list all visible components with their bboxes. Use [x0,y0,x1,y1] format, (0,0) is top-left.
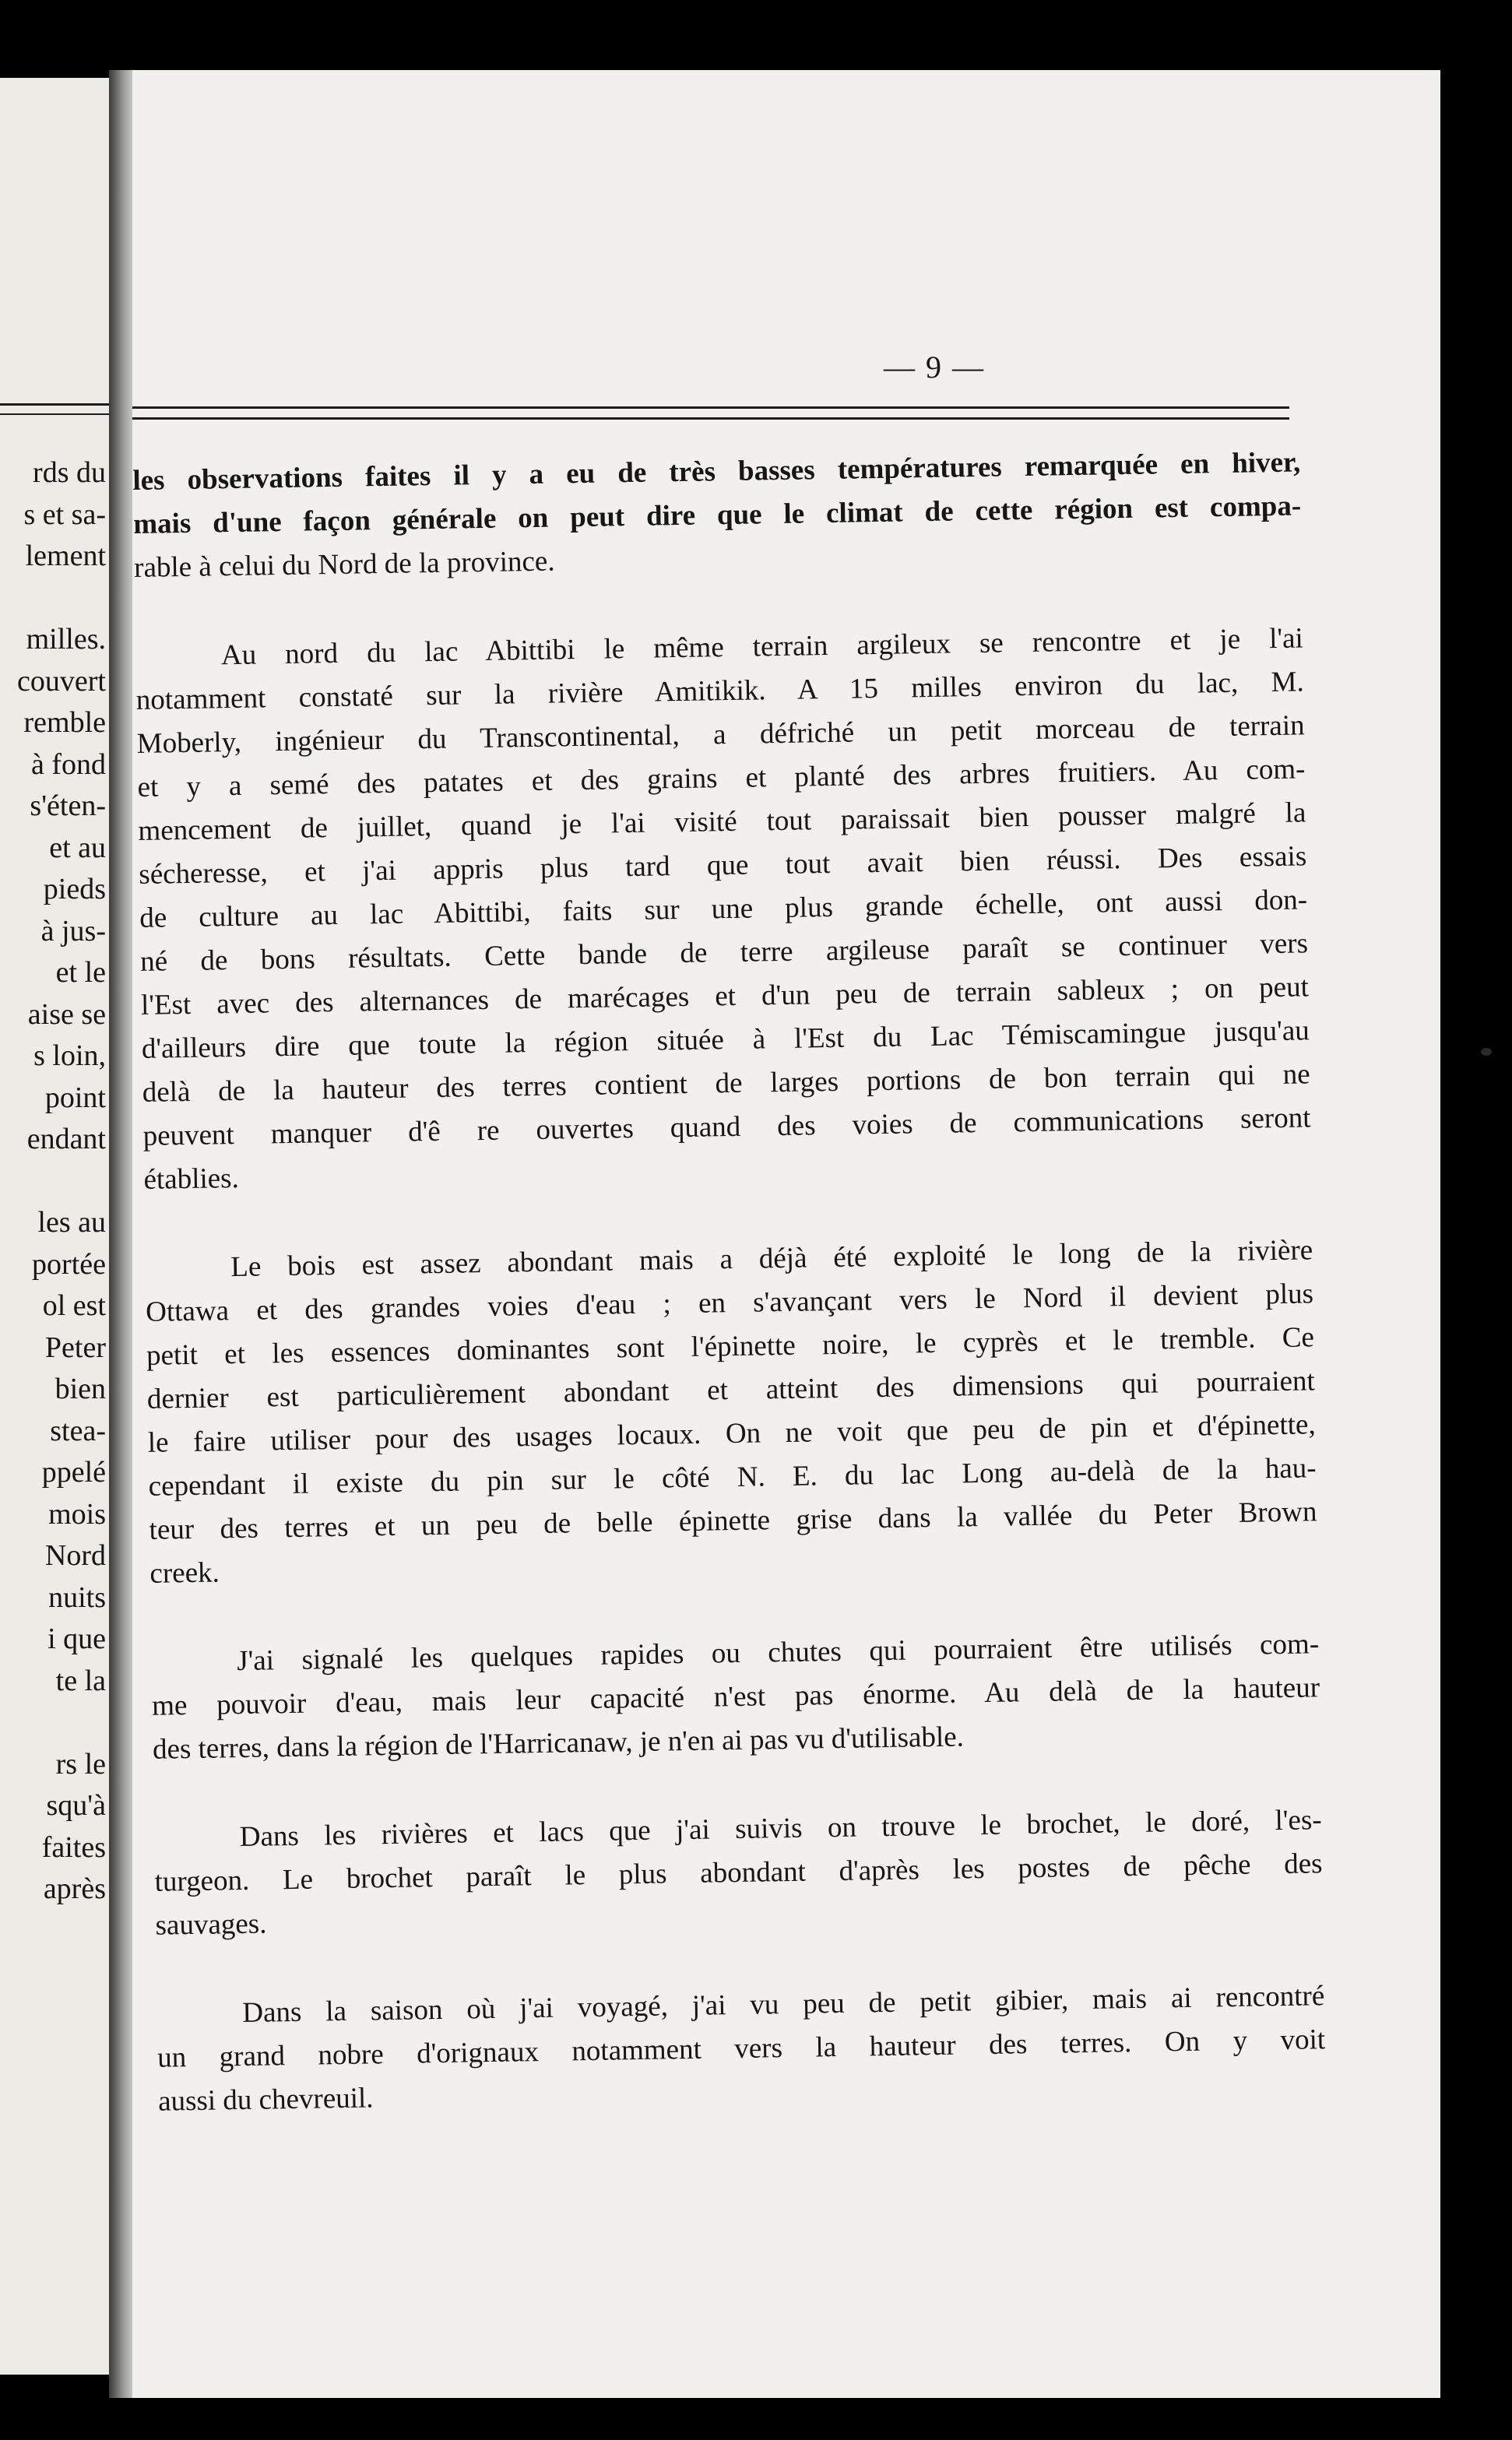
text-line: creek. [149,1556,220,1590]
left-page-line: point [44,1081,106,1114]
header-rule [132,406,1289,420]
text-line: turgeon. Le brochet paraît le plus abondant d'après les postes de pêche des [154,1848,1323,1898]
left-page-line: rs le [55,1747,106,1781]
text-line: d'ailleurs dire que toute la région située à l'Est du Lac Témiscamingue jusqu'au [141,1014,1310,1065]
text-line: teur des terres et un peu de belle épinette grise dans la vallée du Peter Brown [149,1496,1317,1546]
text-line: Dans les rivières et lacs que j'ai suivis on trouve le brochet, le doré, l'es- [239,1804,1322,1854]
left-page-line: milles. [26,623,106,656]
left-page-line: à fond [30,747,106,781]
text-line: Moberly, ingénieur du Transcontinental, a défriché un petit morceau de terrain [136,709,1305,760]
paragraph-soil [135,617,1312,1201]
left-page-line: ol est [42,1289,106,1322]
paragraph-climate [132,441,1302,590]
text-line: sauvages. [155,1907,267,1942]
left-page-line: endant [26,1123,106,1155]
text-line: un grand nobre d'orignaux notamment vers la hauteur des terres. On y voit [156,2023,1326,2074]
paragraph-game [156,1974,1326,2124]
page-body [132,441,1327,2168]
text-line: l'Est avec des alternances de marécages et d'un peu de terrain sableux ; on peut [140,971,1310,1021]
text-line: mencement de juillet, quand je l'ai visité tout paraissait bien pousser malgré la [138,796,1306,847]
left-page-line: squ'à [46,1789,106,1822]
left-page-line: faites [41,1830,106,1864]
text-line: cependant il existe du pin sur le côté N. E. du lac Long au-delà de la hau- [148,1452,1317,1503]
left-page-line: rds du [33,456,106,489]
left-page-line: te la [55,1664,106,1697]
text-line: des terres, dans la région de l'Harricanaw, je n'en ai pas vu d'utilisable. [152,1721,965,1766]
left-page-line: et le [55,956,106,989]
text-line: rable à celui du Nord de la province. [133,545,555,584]
left-page-line: mois [48,1497,106,1531]
left-page-rule [0,403,115,415]
left-page-line: remble [23,706,106,739]
left-page-line: aise se [27,997,106,1031]
text-line: J'ai signalé les quelques rapides ou chutes qui pourraient être utilisés com- [236,1628,1320,1678]
left-page-fragment [0,78,115,2375]
text-line: me pouvoir d'eau, mais leur capacité n'est pas énorme. Au delà de la hauteur [151,1672,1320,1722]
left-page-line: s'éten- [30,789,106,822]
left-page-line: bien [55,1373,106,1405]
left-page-line: s et sa- [23,497,106,531]
left-page-line: et au [49,831,106,864]
text-line: Ottawa et des grandes voies d'eau ; en s'avançant vers le Nord il devient plus [145,1278,1314,1328]
text-line: delà de la hauteur des terres contient de larges portions de bon terrain qui ne [142,1058,1310,1109]
text-line: Dans la saison où j'ai voyagé, j'ai vu peu de petit gibier, mais ai rencontré [242,1980,1325,2030]
left-page-line: nuits [48,1580,106,1614]
left-page-line: Peter [44,1331,106,1364]
left-page-line: ppelé [41,1456,106,1489]
left-page-line: les au [37,1206,106,1239]
page-number: — 9 — [884,350,985,385]
left-page-line: portée [32,1247,106,1281]
text-line: et y a semé des patates et des grains et planté des arbres fruitiers. Au com- [137,753,1306,803]
text-line: dernier est particulièrement abondant et atteint des dimensions qui pourraient [146,1365,1316,1415]
text-line: aussi du chevreuil. [157,2082,374,2118]
left-page-line: à jus- [40,914,106,948]
book-page [132,70,1440,2398]
page-gutter [109,70,135,2398]
paragraph-water-power [151,1623,1320,1772]
text-line: sécheresse, et j'ai appris plus tard que tout avait bien réussi. Des essais [139,840,1307,891]
left-page-line: lement [25,540,106,572]
text-line: notamment constaté sur la rivière Amitikik. A 15 milles environ du lac, M. [135,666,1304,716]
paragraph-wood [145,1229,1318,1596]
paragraph-fish [153,1798,1323,1948]
left-page-line: stea- [50,1414,106,1447]
left-page-line: pieds [43,873,106,905]
left-page-line: Nord [44,1539,106,1572]
text-line: peuvent manquer d'ê re ouvertes quand des voies de communications seront [142,1102,1311,1152]
text-line: Le bois est assez abondant mais a déjà été exploité le long de la rivière [230,1234,1313,1284]
text-line: établies. [143,1162,240,1196]
left-page-line: s loin, [33,1039,106,1072]
left-page-line: couvert [17,664,106,698]
text-line: le faire utiliser pour des usages locaux. On ne voit que peu de pin et d'épinette, [147,1408,1316,1459]
text-line: né de bons résultats. Cette bande de terre argileuse paraît se continuer vers [139,927,1309,978]
text-line: Au nord du lac Abittibi le même terrain argileux se rencontre et je l'ai [220,622,1304,672]
text-line: petit et les essences dominantes sont l'épinette noire, le cyprès et le tremble. Ce [146,1321,1315,1372]
text-line: mais d'une façon générale on peut dire que le climat de cette région est compa- [132,490,1302,540]
left-page-line: i que [47,1623,106,1655]
scan-speck [1481,1048,1492,1056]
left-page-line: après [43,1872,106,1905]
text-line: les observations faites il y a eu de très basses températures remarquée en hiver, [132,446,1301,497]
text-line: de culture au lac Abittibi, faits sur une plus grande échelle, ont aussi don- [139,884,1308,934]
